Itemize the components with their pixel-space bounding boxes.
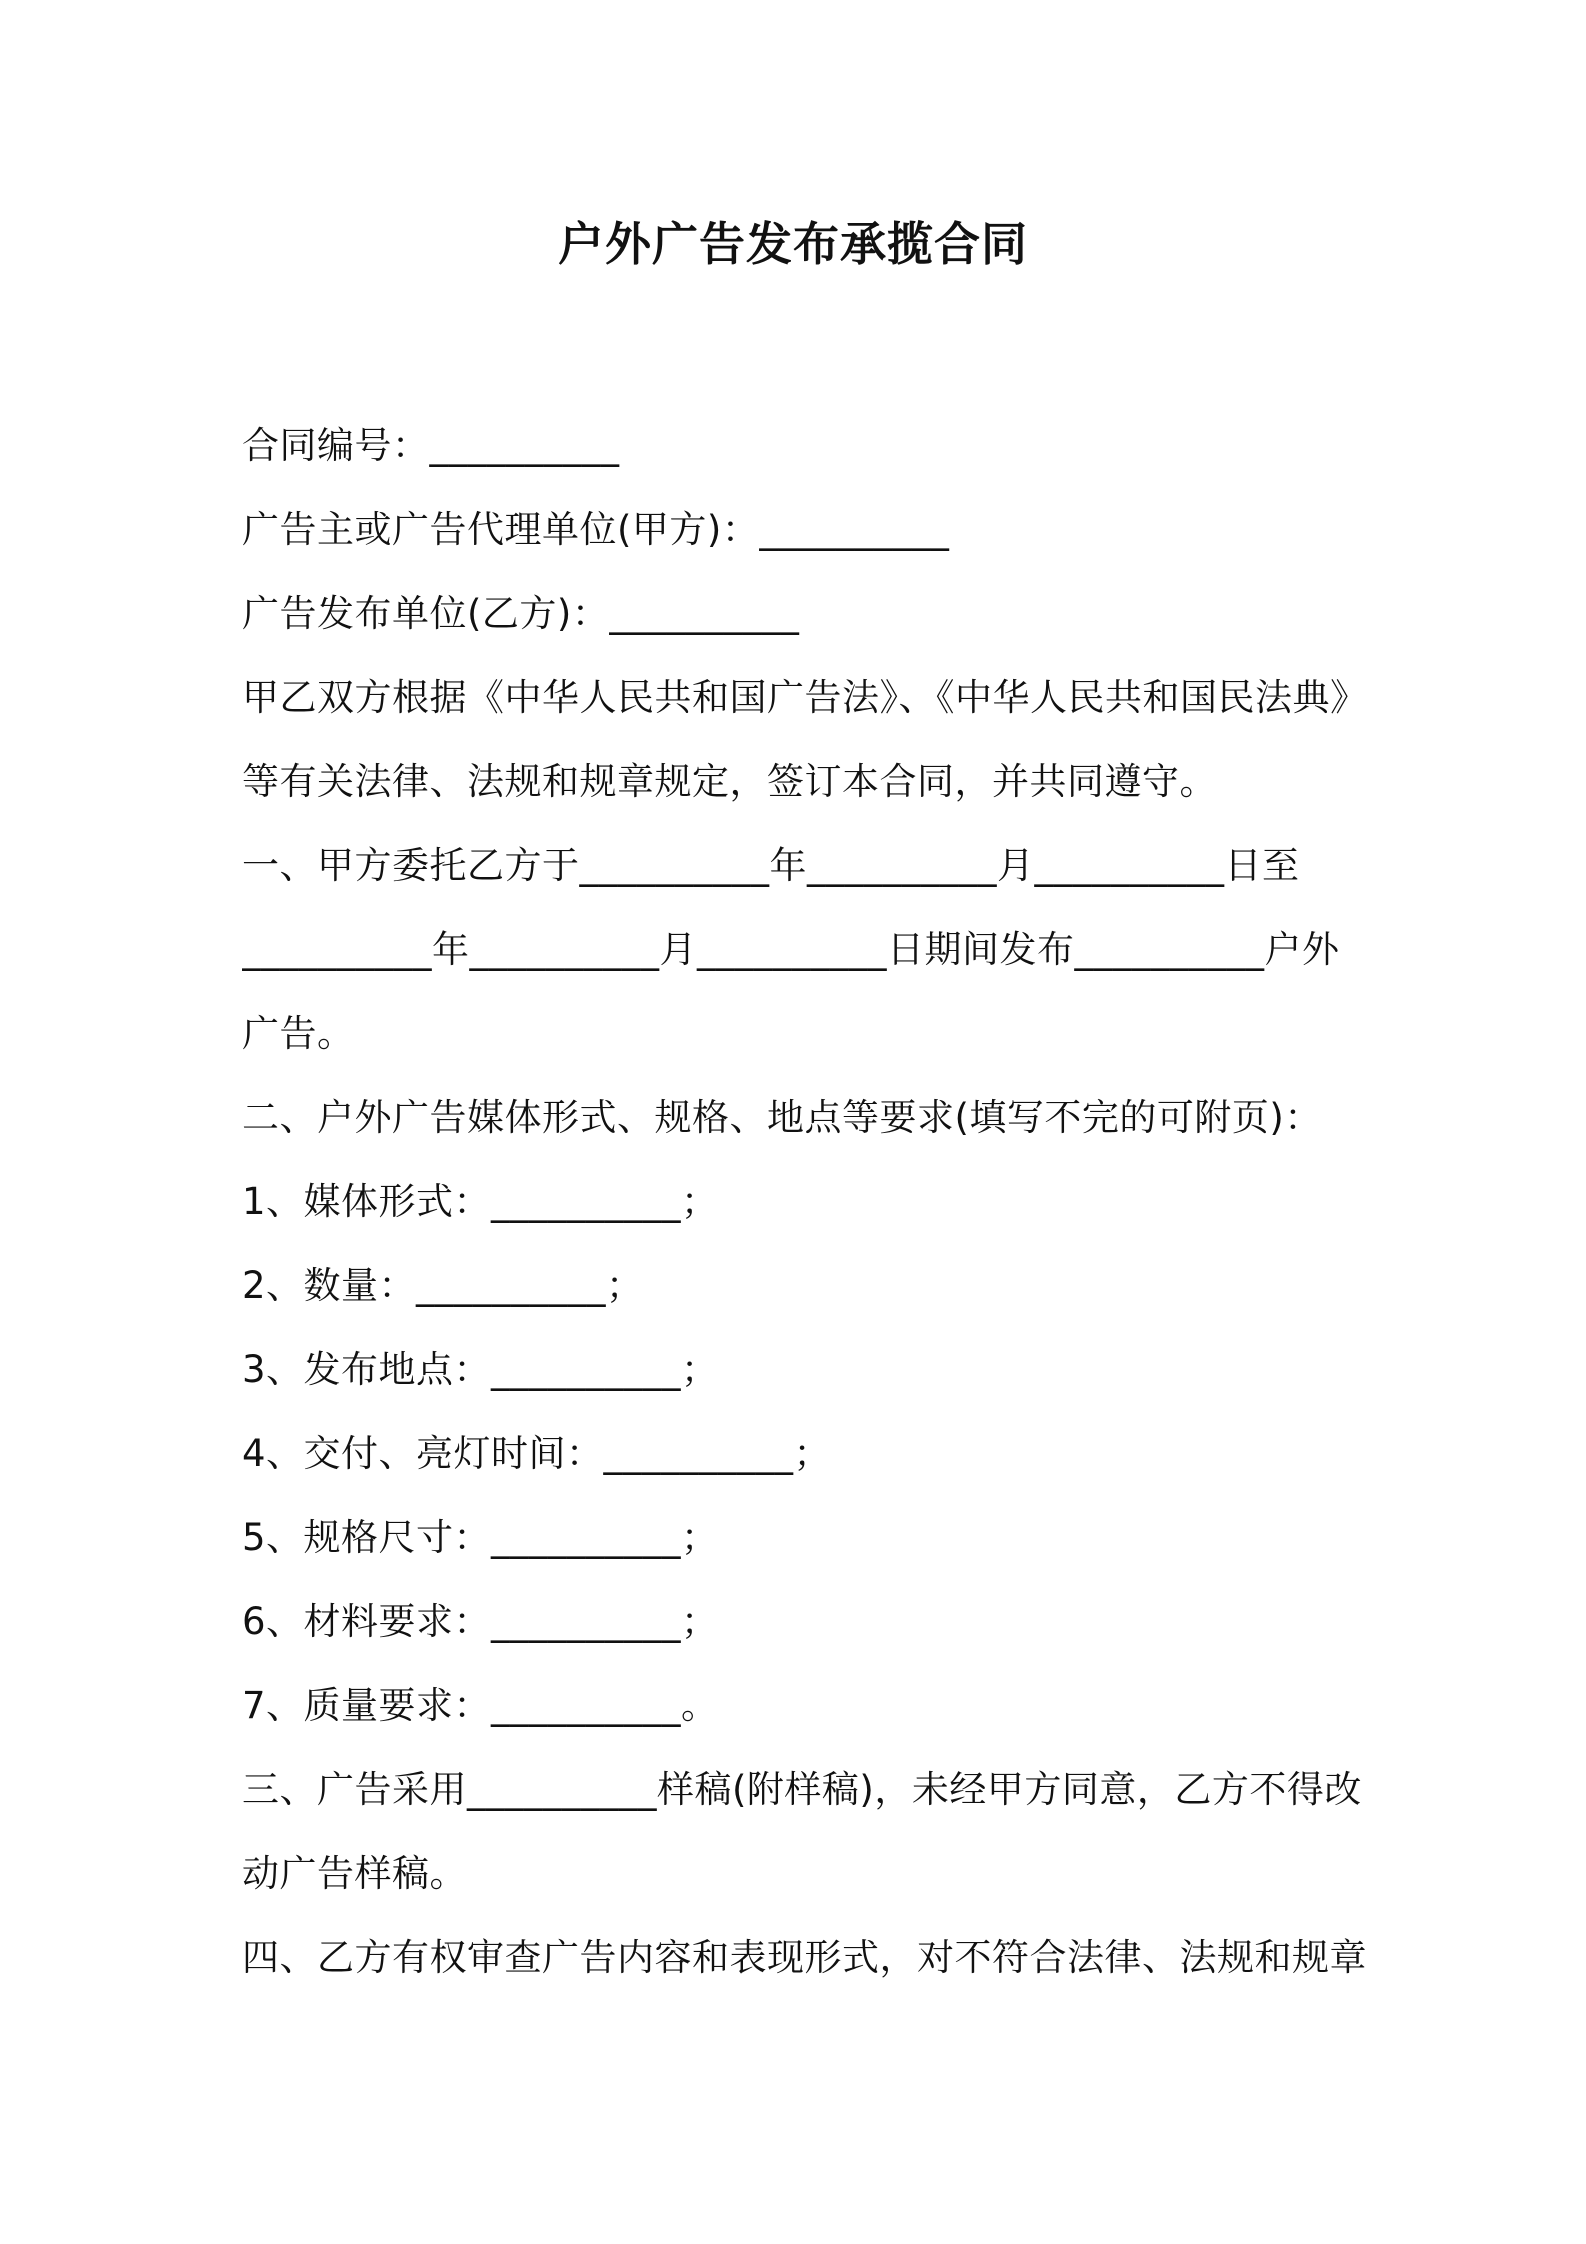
clause-2-item-dimensions: 5、规格尺寸：__________；	[242, 1516, 719, 1559]
contract-body	[242, 404, 1372, 2000]
preamble-line-2: 等有关法律、法规和规章规定，签订本合同，并共同遵守。	[242, 760, 1217, 803]
clause-1-line-2: __________年__________月__________日期间发布__________户外	[242, 928, 1340, 971]
party-b-line: 广告发布单位(乙方)：__________	[242, 592, 800, 635]
clause-2-item-media-form: 1、媒体形式：__________；	[242, 1180, 719, 1223]
party-a-line: 广告主或广告代理单位(甲方)：__________	[242, 508, 950, 551]
clause-3-line-1: 三、广告采用__________样稿(附样稿)，未经甲方同意，乙方不得改	[242, 1768, 1362, 1811]
clause-1-line-1: 一、甲方委托乙方于__________年__________月__________日至	[242, 844, 1300, 887]
clause-2-item-location: 3、发布地点：__________；	[242, 1348, 719, 1391]
clause-2-item-delivery-time: 4、交付、亮灯时间：__________；	[242, 1432, 832, 1475]
clause-2-item-quality: 7、质量要求：__________。	[242, 1684, 719, 1727]
clause-2-heading: 二、户外广告媒体形式、规格、地点等要求(填写不完的可附页)：	[242, 1096, 1322, 1139]
clause-2-item-materials: 6、材料要求：__________；	[242, 1600, 719, 1643]
clause-3-line-2: 动广告样稿。	[242, 1852, 467, 1895]
clause-2-item-quantity: 2、数量：__________；	[242, 1264, 644, 1307]
preamble-line-1: 甲乙双方根据《中华人民共和国广告法》、《中华人民共和国民法典》	[242, 676, 1368, 719]
clause-4-line-1: 四、乙方有权审查广告内容和表现形式，对不符合法律、法规和规章	[242, 1936, 1367, 1979]
contract-number-line: 合同编号：__________	[242, 424, 620, 467]
document-title: 户外广告发布承揽合同	[558, 217, 1028, 271]
clause-1-line-3: 广告。	[242, 1012, 355, 1055]
